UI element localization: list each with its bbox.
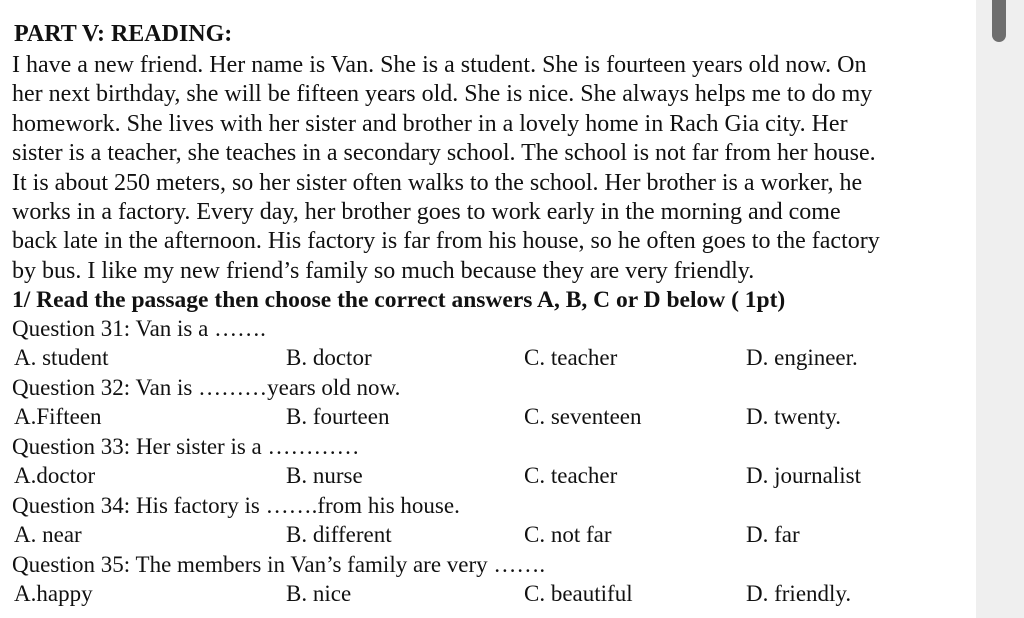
question-text: Question 31: Van is a ……. [12, 316, 266, 341]
option-b: B. fourteen [286, 404, 390, 429]
option-d: D. friendly. [746, 581, 852, 606]
question-text: Question 32: Van is ………years old now. [12, 375, 401, 400]
passage-line: sister is a teacher, she teaches in a secondary school. The school is not far from her house. [12, 140, 876, 167]
question-34 [12, 491, 972, 550]
option-d: D. engineer. [746, 345, 858, 370]
answer-options [12, 520, 972, 550]
question-text: Question 33: Her sister is a ………… [12, 434, 360, 459]
option-a: A.happy [14, 581, 93, 606]
option-d: D. journalist [746, 463, 861, 488]
option-c: C. teacher [524, 463, 618, 488]
section-title: PART V: READING: [14, 21, 233, 47]
option-a: A.doctor [14, 463, 96, 488]
question-text: Question 35: The members in Van’s family are very ……. [12, 552, 546, 577]
answer-options [12, 343, 972, 373]
option-d: D. twenty. [746, 404, 841, 429]
passage-line: I have a new friend. Her name is Van. She is a student. She is fourteen years old now. On [12, 52, 867, 78]
passage-line: her next birthday, she will be fifteen years old. She is nice. She always helps me to do my [12, 81, 873, 108]
question-33 [12, 432, 972, 491]
exercise-instruction: 1/ Read the passage then choose the correct answers A, B, C or D below ( 1pt) [12, 287, 786, 313]
option-a: A. student [14, 345, 109, 370]
answer-options [12, 402, 972, 432]
option-b: B. doctor [286, 345, 372, 370]
option-b: B. nurse [286, 463, 363, 488]
option-a: A. near [14, 522, 82, 547]
question-text: Question 34: His factory is …….from his house. [12, 493, 460, 518]
vertical-scrollbar[interactable] [976, 0, 1024, 618]
passage-line: back late in the afternoon. His factory is far from his house, so he often goes to the factory [12, 228, 880, 255]
option-c: C. not far [524, 522, 612, 547]
option-a: A.Fifteen [14, 404, 102, 429]
answer-options [12, 579, 972, 609]
option-c: C. seventeen [524, 404, 642, 429]
question-32 [12, 373, 972, 432]
question-31 [12, 314, 972, 373]
option-d: D. far [746, 522, 800, 547]
passage-line: by bus. I like my new friend’s family so much because they are very friendly. [12, 257, 755, 284]
question-35 [12, 550, 972, 609]
scrollbar-thumb[interactable] [992, 0, 1006, 42]
option-b: B. different [286, 522, 392, 547]
option-b: B. nice [286, 581, 352, 606]
reading-passage [12, 51, 982, 286]
option-c: C. beautiful [524, 581, 633, 606]
option-c: C. teacher [524, 345, 618, 370]
passage-line: It is about 250 meters, so her sister often walks to the school. Her brother is a worker, he [12, 169, 863, 196]
answer-options [12, 461, 972, 491]
passage-line: homework. She lives with her sister and brother in a lovely home in Rach Gia city. Her [12, 110, 848, 137]
passage-line: works in a factory. Every day, her brother goes to work early in the morning and come [12, 198, 841, 225]
